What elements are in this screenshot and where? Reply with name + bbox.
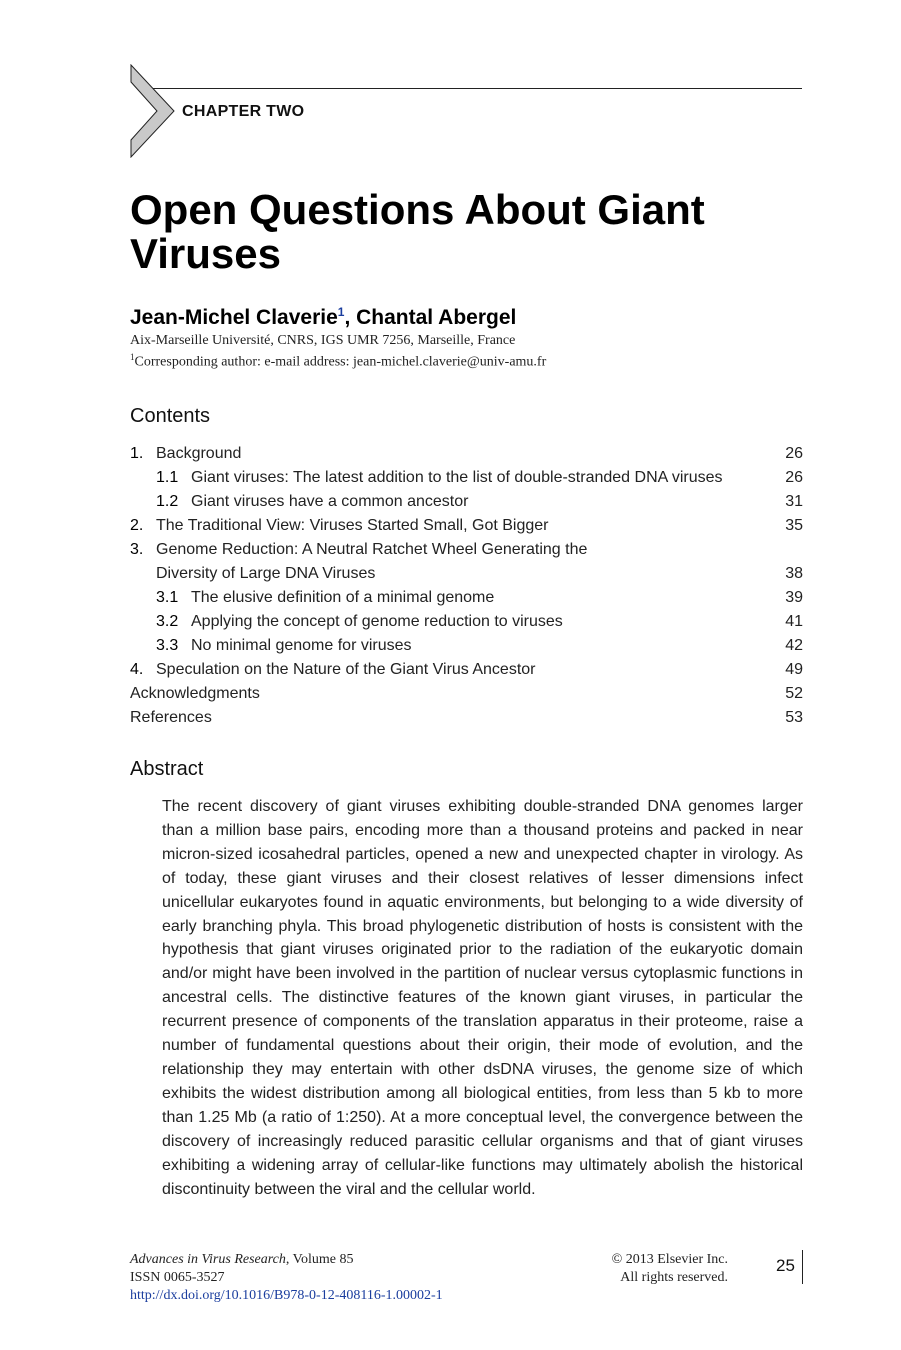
issn: ISSN 0065-3527 [130, 1270, 225, 1285]
page-number-rule [802, 1250, 803, 1284]
author-footnote-marker[interactable]: 1 [337, 305, 345, 319]
toc-entry[interactable]: Acknowledgments 52 [130, 685, 803, 702]
journal-name: Advances in Virus Research [130, 1252, 286, 1267]
toc-entry[interactable]: 4. Speculation on the Nature of the Giant Virus Ancestor 49 [130, 661, 803, 678]
affiliation: Aix-Marseille Université, CNRS, IGS UMR 7256, Marseille, France [130, 333, 516, 348]
chapter-rule [150, 88, 802, 89]
toc-entry[interactable]: References 53 [130, 709, 803, 726]
author-name: , Chantal Abergel [344, 306, 517, 329]
toc-entry[interactable]: 3.1 The elusive definition of a minimal genome 39 [156, 589, 803, 606]
citation-block [130, 1251, 443, 1305]
toc-entry[interactable]: 1.1 Giant viruses: The latest addition to the list of double-stranded DNA viruses 26 [156, 469, 803, 486]
toc-entry[interactable]: 3.2 Applying the concept of genome reduction to viruses 41 [156, 613, 803, 630]
copyright-block [590, 1251, 728, 1287]
toc-entry[interactable]: 3.3 No minimal genome for viruses 42 [156, 637, 803, 654]
abstract-heading: Abstract [130, 758, 204, 780]
chapter-title: Open Questions About Giant Viruses [130, 186, 705, 277]
rights: All rights reserved. [620, 1270, 728, 1285]
affiliation-block [130, 332, 546, 371]
toc-entry-continuation[interactable]: Diversity of Large DNA Viruses 38 [156, 565, 803, 582]
copyright: © 2013 Elsevier Inc. [611, 1252, 728, 1267]
contents-heading: Contents [130, 405, 211, 427]
doi-link[interactable]: http://dx.doi.org/10.1016/B978-0-12-408116-1.00002-1 [130, 1288, 443, 1303]
page-number: 25 [776, 1256, 795, 1275]
toc-entry[interactable]: 1.2 Giant viruses have a common ancestor 31 [156, 493, 803, 510]
corresponding-author: $^1$Corresponding author: e-mail address: jean-michel.claverie@univ-amu.fr [130, 352, 547, 370]
volume: , Volume 85 [285, 1252, 354, 1267]
toc-entry[interactable]: 2. The Traditional View: Viruses Started Small, Got Bigger 35 [130, 517, 803, 534]
abstract-text: The recent discovery of giant viruses exhibiting double-stranded DNA genomes larger than a million base pairs, encoding more than a thousand proteins and packed in near micron-sized icosahedral particles, opened a new and unexpected chapter in virology. As of today, these giant viruses and their closest relatives of lesser dimensions infect unicellular eukaryotes found in aquatic environments, but belonging to a wide diversity of early branching phyla. This broad phylogenetic distribution of hosts is consistent with the hypothesis that giant viruses originated prior to the radiation of the eukaryotic domain and/or might have been involved in the partition of nuclear versus cytoplasmic functions in ancestral cells. The distinctive features of the known giant viruses, in particular the recurrent presence of components of the translation apparatus in their proteome, raise a number of fundamental questions about their origin, their mode of evolution, and the relationship they may entertain with other dsDNA viruses, the genome size of which exhibits the widest distribution among all biological entities, from less than 5 kb to more than 1.25 Mb (a ratio of 1:250). At a more conceptual level, the convergence between the discovery of increasingly reduced parasitic cellular organisms and that of giant viruses exhibiting a widening array of cellular-like functions may ultimately abolish the historical discontinuity between the viral and the cellular world. [162, 798, 803, 1198]
table-of-contents [130, 442, 803, 730]
author-list [130, 305, 516, 330]
chevron-icon [130, 64, 180, 158]
author-name: Jean-Michel Claverie [130, 306, 338, 329]
toc-entry[interactable]: 3. Genome Reduction: A Neutral Ratchet Wheel Generating the [130, 541, 588, 558]
toc-entry[interactable]: 1. Background 26 [130, 445, 803, 462]
chapter-label: CHAPTER TWO [182, 103, 305, 120]
